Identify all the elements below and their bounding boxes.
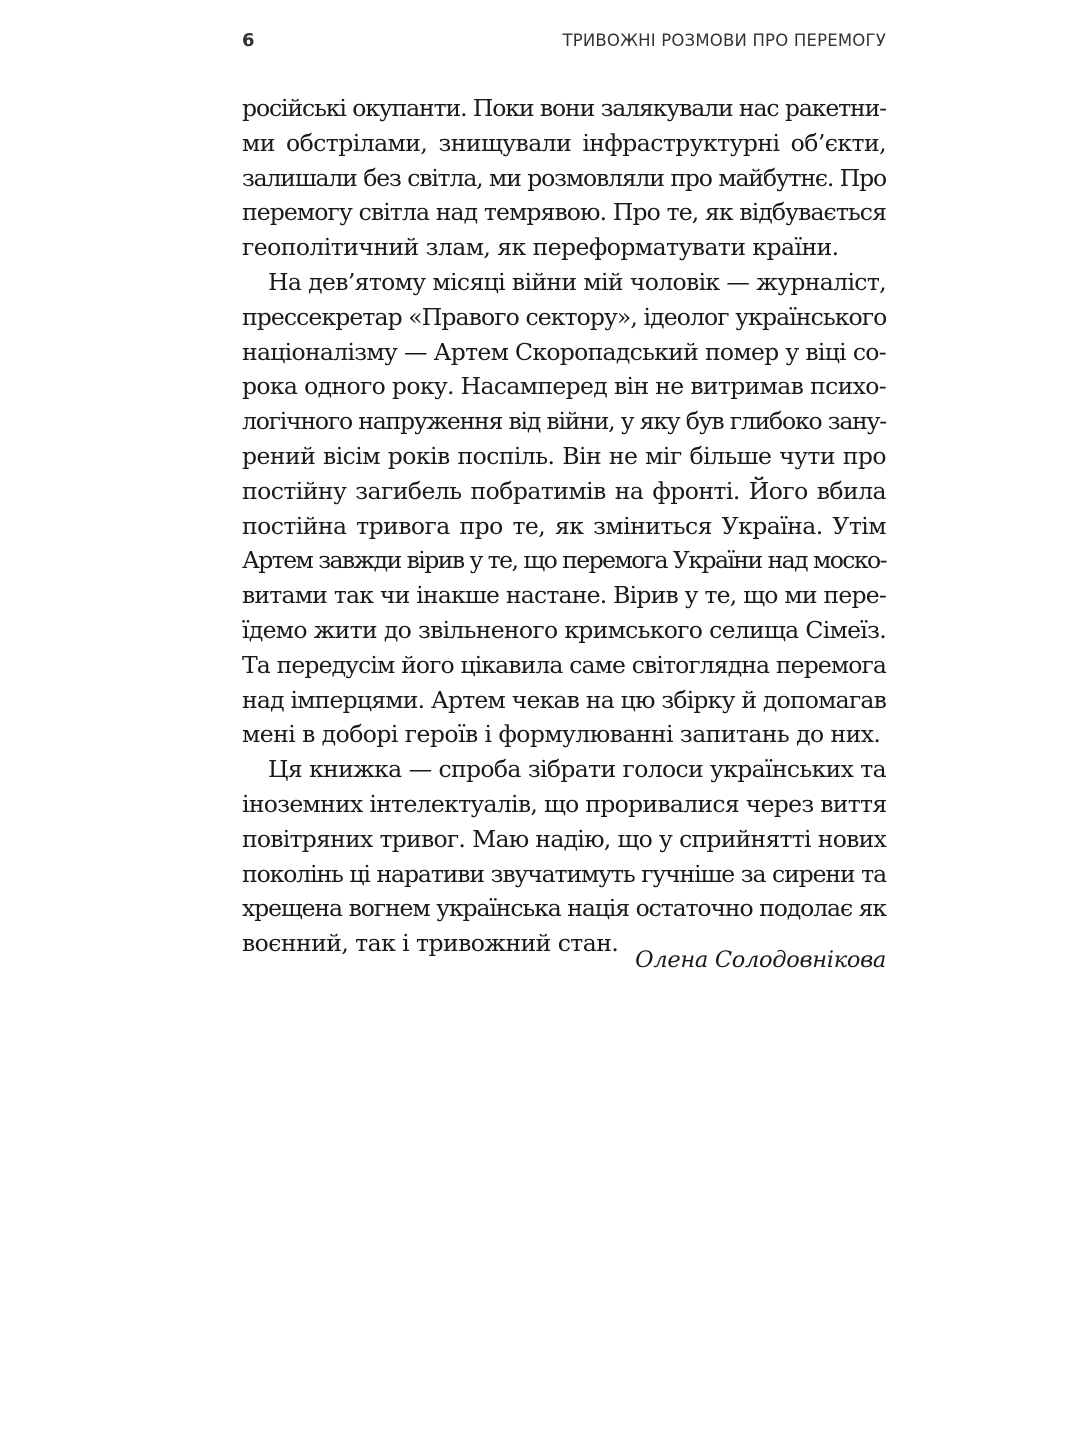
text-line: іноземних інтелектуалів, що проривалися через виття	[242, 789, 887, 818]
text-line: ми обстрілами, знищували інфраструктурні об’єкти,	[242, 128, 886, 157]
author-signature: Олена Солодовнікова	[635, 947, 886, 973]
text-line: поколінь ці наративи звучатимуть гучніше за сирени та	[242, 859, 886, 888]
text-line: постійна тривога про те, як зміниться Україна. Утім	[242, 511, 886, 540]
text-line: витами так чи інакше настане. Вірив у те, що ми пере-	[242, 581, 886, 610]
text-line: мені в доборі героїв і формулюванні запитань до них.	[242, 720, 881, 749]
text-line: Ця книжка — спроба зібрати голоси українських та	[268, 755, 886, 784]
page-number: 6	[242, 30, 255, 51]
text-line: повітряних тривог. Маю надію, що у сприйнятті нових	[242, 824, 886, 853]
text-line: Артем завжди вірив у те, що перемога України над моско-	[242, 546, 887, 575]
running-title: ТРИВОЖНІ РОЗМОВИ ПРО ПЕРЕМОГУ	[562, 31, 886, 50]
text-line: прессекретар «Правого сектору», ідеолог українського	[242, 302, 887, 331]
text-line: залишали без світла, ми розмовляли про майбутнє. Про	[242, 163, 886, 192]
text-line: рока одного року. Насамперед він не витримав психо-	[242, 372, 886, 401]
text-line: над імперцями. Артем чекав на цю збірку й допомагав	[242, 685, 886, 714]
text-line: логічного напруження від війни, у яку був глибоко зану-	[242, 407, 886, 436]
text-line: російські окупанти. Поки вони залякували нас ракетни-	[242, 94, 886, 122]
text-line: геополітичний злам, як переформатувати країни.	[242, 233, 839, 262]
text-line: рений вісім років поспіль. Він не міг більше чути про	[242, 441, 886, 470]
text-line: націоналізму — Артем Скоропадський помер у віці со-	[242, 337, 886, 366]
body-text	[242, 91, 886, 961]
text-line: хрещена вогнем українська нація остаточно подолає як	[242, 894, 886, 923]
text-line: На дев’ятому місяці війни мій чоловік — журналіст,	[268, 267, 886, 296]
text-line: перемогу світла над темрявою. Про те, як відбувається	[242, 198, 886, 227]
text-line: їдемо жити до звільненого кримського селища Сімеїз.	[242, 615, 886, 644]
text-line: Та передусім його цікавила саме світоглядна перемога	[242, 650, 886, 679]
running-header	[242, 30, 886, 56]
text-line: воєнний, так і тривожний стан.	[242, 929, 619, 958]
text-line: постійну загибель побратимів на фронті. Його вбила	[242, 476, 886, 505]
